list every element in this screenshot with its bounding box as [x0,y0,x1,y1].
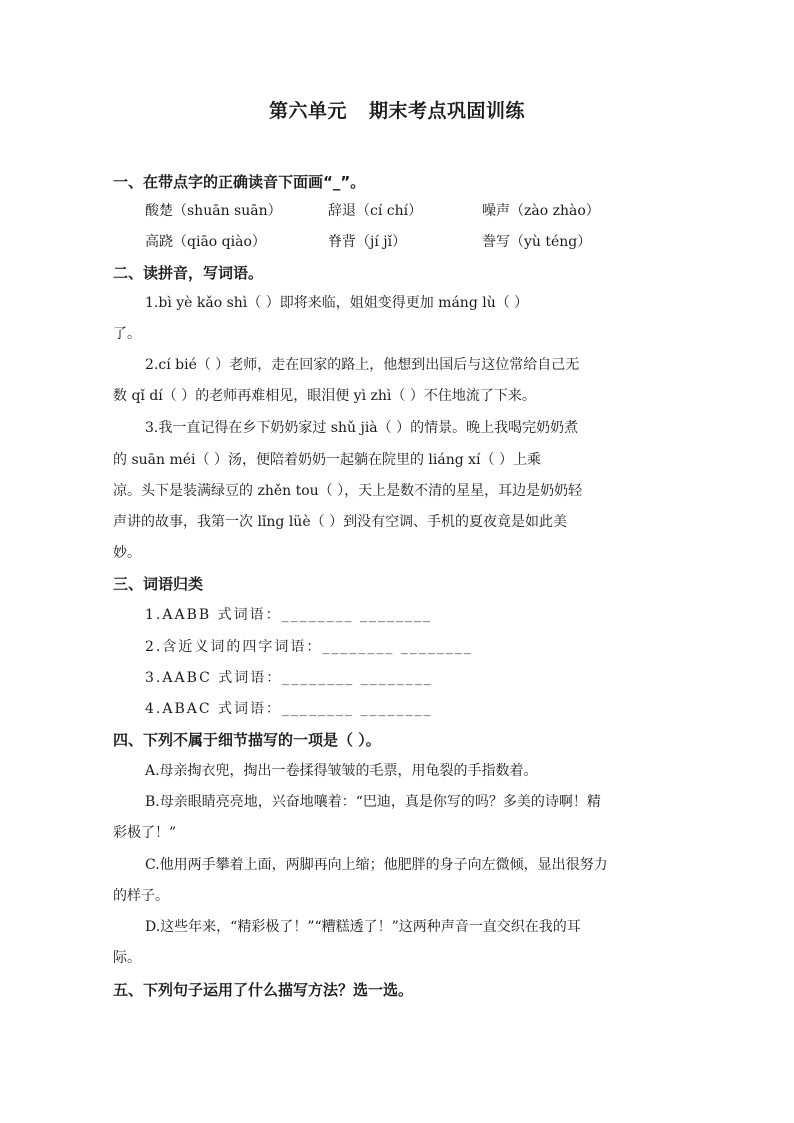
title-topic: 期末考点巩固训练 [369,100,526,122]
option-line: B.母亲眼睛亮亮地，兴奋地嚷着：“巴迪，真是你写的吗？多美的诗啊！精 [145,794,601,810]
section-5-heading: 五、下列句子运用了什么描写方法？选一选。 [113,981,414,999]
section-1-heading: 一、在带点字的正确读音下面画“_”。 [113,173,366,191]
s2-line: 凉。头下是装满绿豆的 zhěn tou（ ），天上是数不清的星星，耳边是奶奶轻 [113,483,583,499]
pinyin-choice-item: 辞退（cí chí） [328,203,423,219]
pinyin-choice-item: 脊背（jí jǐ） [328,234,407,250]
s2-line: 了。 [113,326,141,342]
s2-line: 数 qǐ dí（ ）的老师再难相见，眼泪便 yì zhì（ ）不住地流了下来。 [113,388,536,404]
section-4-heading: 四、下列不属于细节描写的一项是（ ）。 [113,731,381,749]
word-classify-line: 4.ABAC 式词语：________ ________ [145,701,433,717]
section-3-heading: 三、词语归类 [113,575,204,593]
s2-line: 声讲的故事，我第一次 lǐng lüè（ ）到没有空调、手机的夏夜竟是如此美 [113,514,568,530]
pinyin-choice-item: 高跷（qiāo qiào） [145,234,266,250]
option-line: D.这些年来，“精彩极了！”“糟糕透了！”这两种声音一直交织在我的耳 [145,919,581,935]
page-title [0,96,794,123]
s2-line: 1.bì yè kǎo shì（ ）即将来临，姐姐变得更加 máng lù（ ） [145,295,529,311]
pinyin-choice-item: 酸楚（shuān suān） [145,203,282,219]
option-line: 际。 [113,950,141,966]
title-unit: 第六单元 [268,100,347,122]
pinyin-choice-item: 誊写（yù téng） [482,234,592,250]
word-classify-line: 1.AABB 式词语：________ ________ [145,607,433,623]
section-2-heading: 二、读拼音，写词语。 [113,264,264,282]
word-classify-line: 2.含近义词的四字词语：________ ________ [145,639,473,655]
s2-line: 3.我一直记得在乡下奶奶家过 shǔ jià（ ）的情景。晚上我喝完奶奶煮 [145,420,579,436]
pinyin-choice-item: 噪声（zào zhào） [482,203,600,219]
option-line: 彩极了！” [113,825,177,841]
word-classify-line: 3.AABC 式词语：________ ________ [145,670,433,686]
s2-line: 2.cí bié（ ）老师，走在回家的路上，他想到出国后与这位常给自己无 [145,357,580,373]
s2-line: 的 suān méi（ ）汤，便陪着奶奶一起躺在院里的 liáng xí（ ）上乘 [113,452,541,468]
option-line: A.母亲掏衣兜，掏出一卷揉得皱皱的毛票，用龟裂的手指数着。 [145,763,538,779]
option-line: 的样子。 [113,888,169,904]
s2-line: 妙。 [113,545,141,561]
option-line: C.他用两手攀着上面，两脚再向上缩；他肥胖的身子向左微倾，显出很努力 [145,857,608,873]
